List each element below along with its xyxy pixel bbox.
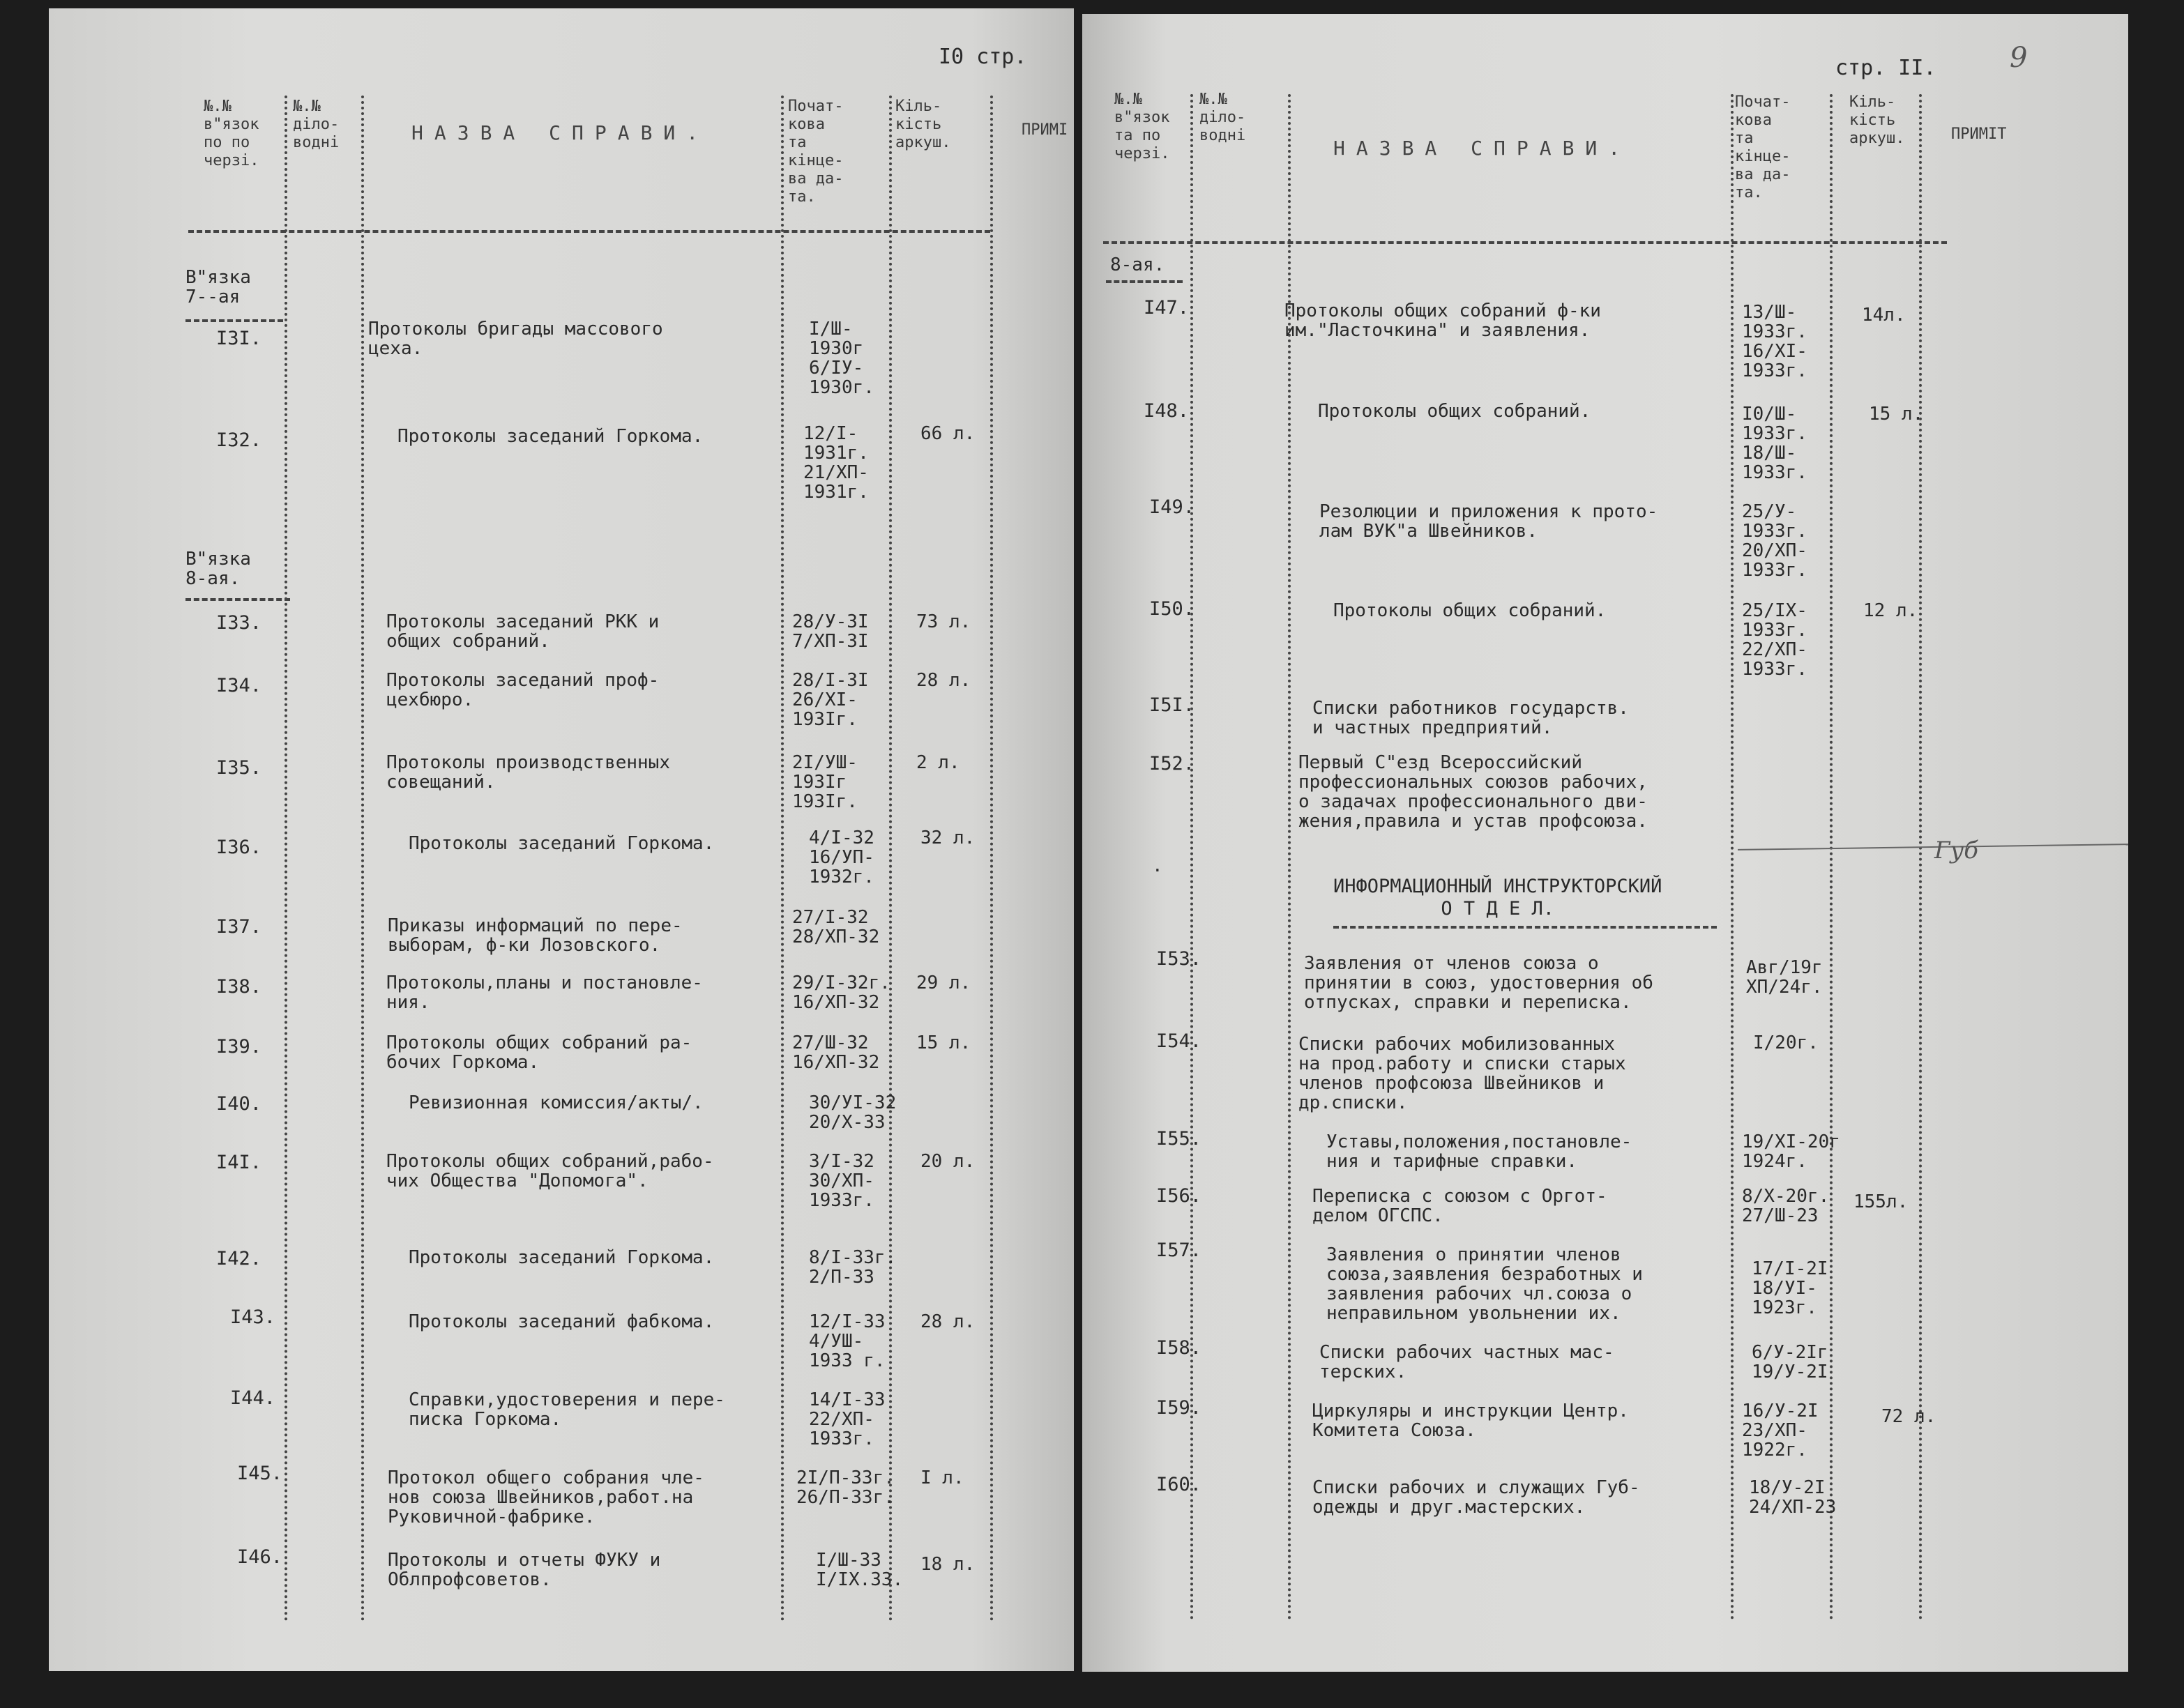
case-title: Приказы информаций по пере- выборам, ф-ки Лозовского. [388, 915, 683, 956]
case-title: Списки рабочих частных мас- терских. [1319, 1342, 1614, 1382]
case-title: Протоколы общих собраний ра- бочих Горкома. [386, 1032, 692, 1073]
header-sheets: Кіль- кість аркуш. [895, 98, 951, 151]
case-sheets: 2 л. [916, 752, 960, 773]
header-office-no: №.№ діло- водні [293, 98, 340, 151]
case-dates: 30/УI-32 20/Х-33 [809, 1092, 897, 1133]
case-title: Протоколы заседаний фабкома. [409, 1311, 715, 1332]
case-sheets: 73 л. [916, 611, 971, 632]
handwritten-folio-number: 9 [2010, 42, 2028, 74]
case-dates: 6/У-2Iг 19/У-2I [1752, 1342, 1828, 1382]
case-title: Протоколы заседаний Горкома. [397, 426, 704, 447]
header-office-no: №.№ діло- водні [1199, 91, 1246, 144]
case-number: I46. [237, 1546, 283, 1568]
case-number: I32. [216, 429, 262, 451]
column-divider [285, 96, 287, 1622]
case-dates: I0/Ш- 1933г. 18/Ш- 1933г. [1742, 404, 1807, 483]
header-dates: Почат- кова та кінце- ва да- та. [788, 98, 844, 206]
case-number: I45. [237, 1463, 283, 1484]
case-number: I4I. [216, 1152, 262, 1173]
department-marker: . [1152, 855, 1163, 876]
case-title: Протоколы,планы и постановле- ния. [386, 973, 703, 1013]
case-title: Заявления о принятии членов союза,заявления безработных и заявления рабочих чл.союза о неправильном увольнении их. [1326, 1244, 1643, 1324]
case-number: I60. [1156, 1474, 1202, 1495]
header-case-title: НАЗВА СПРАВИ. [1333, 137, 1632, 160]
header-sheets: Кіль- кість аркуш. [1849, 93, 1905, 147]
case-title: Переписка с союзом с Оргот- делом ОГСПС. [1312, 1186, 1607, 1226]
case-sheets: 15 л. [916, 1032, 971, 1053]
column-divider [781, 96, 784, 1622]
bundle-label: 8-ая. [1110, 254, 1165, 275]
column-divider [990, 96, 993, 1622]
case-sheets: 66 л. [920, 423, 976, 444]
right-page [1082, 14, 2128, 1672]
case-dates: I/20г. [1753, 1032, 1819, 1053]
case-title: Протоколы общих собраний ф-ки им."Ласточкина" и заявления. [1284, 300, 1601, 341]
bundle-rule [185, 319, 283, 322]
case-number: I38. [216, 976, 262, 998]
bundle-rule [1106, 280, 1183, 283]
case-dates: 18/У-2I 24/ХП-23 [1749, 1477, 1837, 1518]
case-number: I37. [216, 916, 262, 938]
case-number: I40. [216, 1093, 262, 1115]
column-divider [1830, 94, 1833, 1621]
case-sheets: 18 л. [920, 1554, 976, 1575]
case-sheets: 29 л. [916, 973, 971, 993]
case-number: I58. [1156, 1337, 1202, 1359]
case-dates: 8/Х-20г. 27/Ш-23 [1742, 1186, 1830, 1226]
case-title: Резолюции и приложения к прото- лам ВУК"а Швейников. [1319, 501, 1658, 542]
case-title: Протоколы и отчеты ФУКУ и Облпрофсоветов. [388, 1550, 661, 1590]
case-sheets: 12 л. [1863, 600, 1918, 621]
case-sheets: 28 л. [916, 670, 971, 691]
case-number: I34. [216, 675, 262, 696]
case-sheets: 20 л. [920, 1151, 976, 1172]
case-number: I56. [1156, 1185, 1202, 1207]
case-sheets: 28 л. [920, 1311, 976, 1332]
case-title: Первый С"езд Всероссийский профессиональных союзов рабочих, о задачах профессионального дви- жения,правила и устав профсоюза. [1298, 752, 1648, 832]
case-number: I52. [1149, 753, 1195, 775]
case-sheets: 15 л. [1869, 404, 1924, 425]
page-number: I0 стр. [939, 45, 1027, 69]
case-dates: 14/I-33 22/ХП- 1933г. [809, 1389, 886, 1449]
case-title: Протоколы общих собраний. [1318, 401, 1591, 422]
case-number: I49. [1149, 496, 1195, 518]
case-title: Протоколы заседаний Горкома. [409, 833, 715, 854]
case-number: I54. [1156, 1030, 1202, 1052]
case-number: I36. [216, 837, 262, 858]
case-title: Списки рабочих и служащих Губ- одежды и друг.мастерских. [1312, 1477, 1640, 1518]
case-number: I5I. [1149, 694, 1195, 716]
column-divider [889, 96, 892, 1622]
header-notes: ПРИМІ [1022, 121, 1068, 139]
case-title: Списки работников государств. и частных предприятий. [1312, 698, 1629, 738]
case-title: Протоколы заседаний проф- цехбюро. [386, 670, 660, 710]
case-sheets: I л. [920, 1467, 964, 1488]
left-page [49, 8, 1074, 1671]
case-number: I50. [1149, 598, 1195, 620]
department-rule [1333, 926, 1717, 929]
bundle-label: В"язка 7--ая [185, 267, 251, 307]
case-sheets: 14л. [1862, 305, 1906, 326]
case-dates: 27/I-32 28/ХП-32 [792, 907, 880, 947]
case-title: Заявления от членов союза о принятии в союз, удостоверния об отпусках, справки и переписка. [1304, 953, 1653, 1013]
case-number: I3I. [216, 328, 262, 349]
case-sheets: 155л. [1853, 1191, 1909, 1212]
column-divider [1919, 94, 1922, 1621]
case-title: Протоколы бригады массового цеха. [368, 319, 663, 359]
bundle-rule [185, 598, 290, 601]
pencil-line [1738, 844, 2128, 851]
bundle-label: В"язка 8-ая. [185, 549, 251, 589]
case-dates: 3/I-32 30/ХП- 1933г. [809, 1151, 874, 1211]
case-title: Уставы,положения,постановле- ния и тарифные справки. [1326, 1131, 1632, 1172]
case-dates: Авг/19г ХП/24г. [1746, 957, 1823, 998]
case-number: I55. [1156, 1128, 1202, 1150]
case-dates: 2I/УШ- 193Iг 193Iг. [792, 752, 858, 812]
case-dates: 2I/П-33г. 26/П-33г. [796, 1467, 895, 1508]
case-dates: 4/I-32 16/УП- 1932г. [809, 828, 874, 887]
case-dates: 8/I-33г. 2/П-33 [809, 1247, 897, 1288]
header-dates: Почат- кова та кінце- ва да- та. [1735, 93, 1791, 201]
case-dates: 19/ХI-20г 1924г. [1742, 1131, 1840, 1172]
case-number: I35. [216, 757, 262, 779]
page-number: стр. II. [1835, 56, 1936, 80]
case-dates: I/Ш-33 I/IХ.33. [816, 1550, 904, 1590]
case-number: I47. [1144, 297, 1190, 319]
case-title: Справки,удостоверения и пере- писка Горкома. [409, 1389, 725, 1430]
case-title: Протоколы заседаний РКК и общих собраний. [386, 611, 660, 652]
case-dates: 28/У-3I 7/ХП-3I [792, 611, 869, 652]
case-dates: 25/IХ- 1933г. 22/ХП- 1933г. [1742, 600, 1807, 680]
case-dates: 29/I-32г. 16/ХП-32 [792, 973, 890, 1013]
header-notes: ПРИМІТ [1951, 125, 2007, 143]
header-case-title: НАЗВА СПРАВИ. [411, 121, 710, 144]
column-divider [361, 96, 364, 1622]
case-number: I59. [1156, 1397, 1202, 1419]
case-title: Протокол общего собрания чле- нов союза Швейников,работ.на Руковичной-фабрике. [388, 1467, 704, 1527]
department-heading: ИНФОРМАЦИОННЫЙ ИНСТРУКТОРСКИЙ О Т Д Е Л. [1333, 876, 1662, 920]
case-title: Циркуляры и инструкции Центр. Комитета Союза. [1312, 1401, 1629, 1441]
case-dates: 28/I-3I 26/ХI- 193Iг. [792, 670, 869, 730]
case-number: I44. [230, 1387, 276, 1409]
case-title: Ревизионная комиссия/акты/. [409, 1092, 704, 1113]
case-dates: 12/I- 1931г. 21/ХП- 1931г. [803, 423, 869, 503]
case-number: I53. [1156, 948, 1202, 970]
column-divider [1731, 94, 1734, 1621]
case-title: Протоколы общих собраний,рабо- чих Общества "Допомога". [386, 1151, 714, 1191]
header-bundle-no: №.№ в"язок та по черзі. [1114, 91, 1170, 162]
header-rule [188, 230, 990, 233]
header-rule [1103, 241, 1947, 244]
case-title: Протоколы производственных совещаний. [386, 752, 670, 793]
case-number: I57. [1156, 1240, 1202, 1261]
case-number: I33. [216, 612, 262, 634]
case-sheets: 72 л. [1881, 1406, 1936, 1427]
case-dates: 16/У-2I 23/ХП- 1922г. [1742, 1401, 1819, 1461]
case-dates: 27/Ш-32 16/ХП-32 [792, 1032, 880, 1073]
case-number: I39. [216, 1036, 262, 1058]
case-dates: 13/Ш- 1933г. 16/ХI- 1933г. [1742, 302, 1807, 381]
handwritten-margin-note: Губ [1934, 837, 1978, 864]
case-dates: I/Ш- 1930г 6/IУ- 1930г. [809, 319, 874, 398]
case-dates: 12/I-33 4/УШ- 1933 г. [809, 1311, 886, 1371]
case-dates: 25/У- 1933г. 20/ХП- 1933г. [1742, 501, 1807, 581]
case-number: I48. [1144, 400, 1190, 422]
case-sheets: 32 л. [920, 828, 976, 848]
header-bundle-no: №.№ в"язок по по черзі. [204, 98, 259, 169]
case-title: Списки рабочих мобилизованных на прод.работу и списки старых членов профсоюза Швейников и др.списки. [1298, 1034, 1626, 1113]
case-number: I43. [230, 1306, 276, 1328]
case-title: Протоколы заседаний Горкома. [409, 1247, 715, 1268]
column-divider [1190, 94, 1193, 1621]
case-title: Протоколы общих собраний. [1333, 600, 1607, 621]
case-dates: 17/I-2I 18/УI- 1923г. [1752, 1258, 1828, 1318]
case-number: I42. [216, 1248, 262, 1269]
